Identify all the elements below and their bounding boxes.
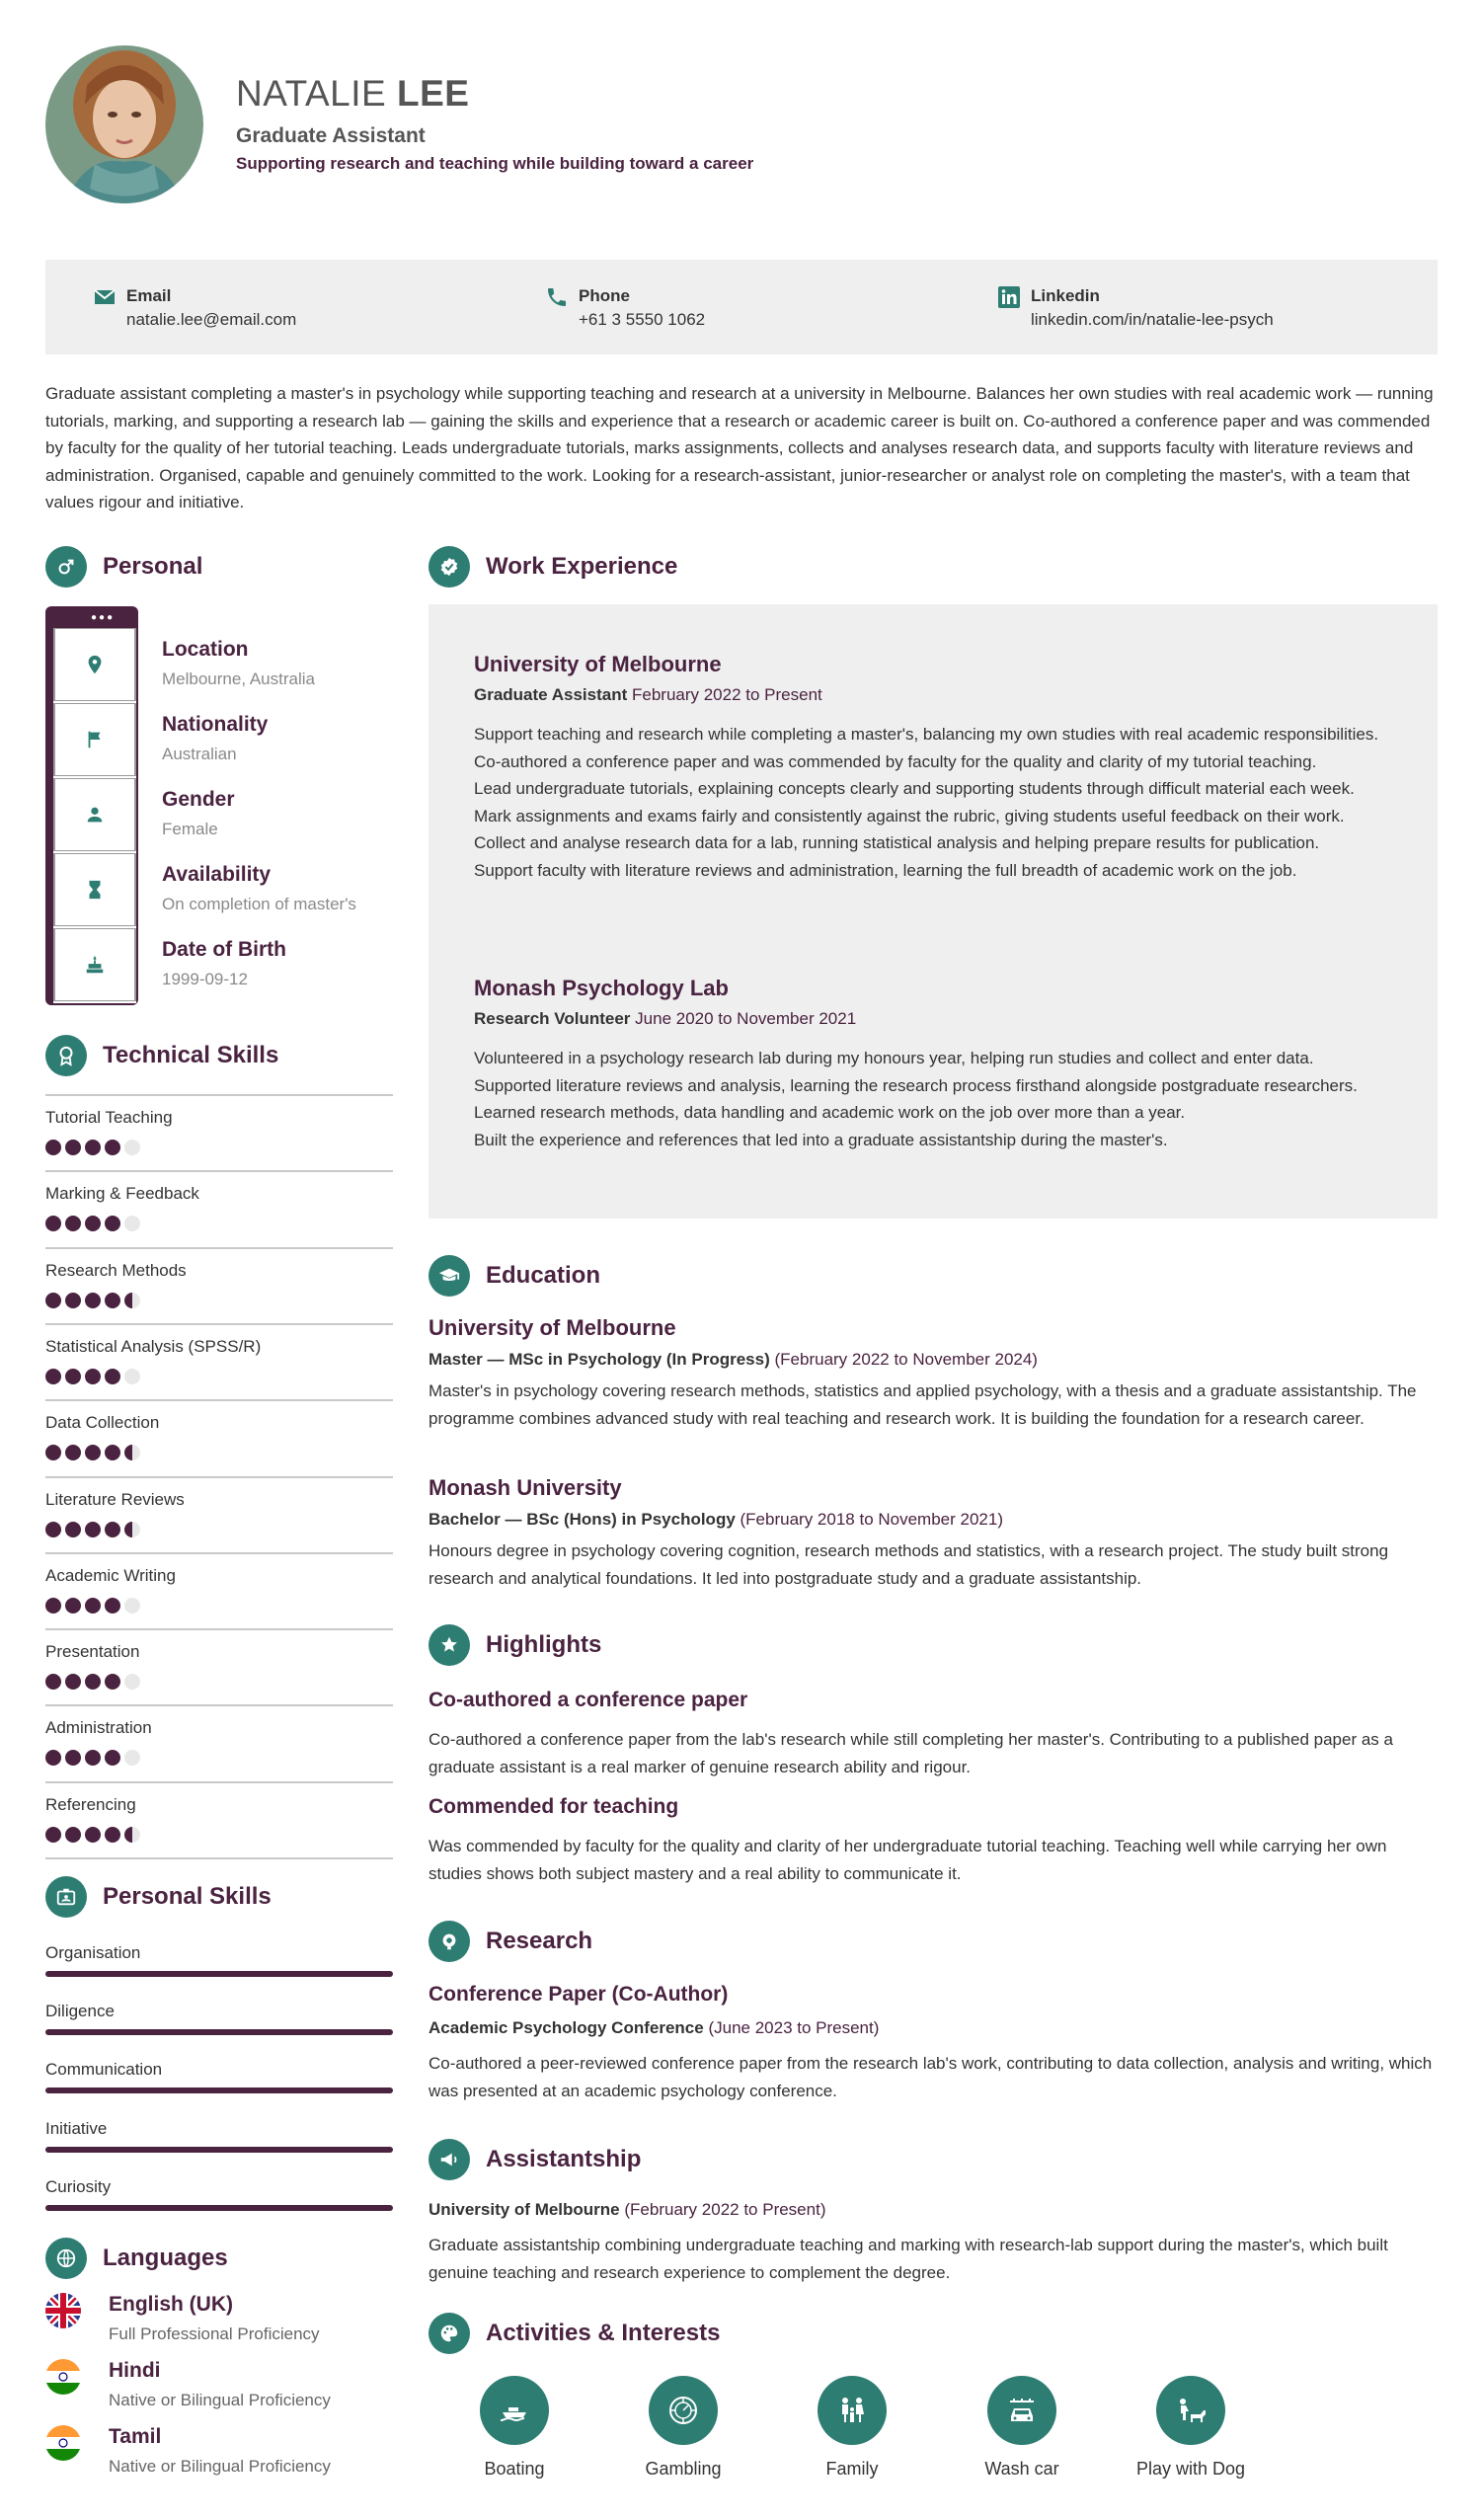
technical-skill xyxy=(45,1094,393,1169)
nationality-value: Australian xyxy=(162,745,237,763)
award-icon xyxy=(45,1035,87,1076)
rating-dot xyxy=(105,1216,120,1231)
email-value[interactable]: natalie.lee@email.com xyxy=(126,310,297,329)
degree-dates: (February 2022 to November 2024) xyxy=(774,1350,1038,1369)
hourglass-icon xyxy=(84,879,106,901)
personal-gender xyxy=(162,788,235,839)
technical-skill-name: Tutorial Teaching xyxy=(45,1108,173,1127)
rating-dot xyxy=(105,1827,120,1843)
research-description: Co-authored a peer-reviewed conference paper from the research lab's work, contributing to data collection, analysis and writing, which was presented at an academic psychology conference. xyxy=(429,2054,1433,2100)
person-icon xyxy=(84,804,106,826)
email-icon xyxy=(93,285,117,309)
rating-dot xyxy=(85,1522,101,1537)
personal-skill-bar xyxy=(45,2147,393,2153)
rating-dot xyxy=(65,1140,81,1155)
interest-item xyxy=(948,2376,1096,2484)
company-name: Monash Psychology Lab xyxy=(474,976,729,1000)
education-entry xyxy=(429,1315,1438,1432)
graduation-cap-icon xyxy=(429,1255,470,1297)
contact-bar xyxy=(45,260,1438,354)
megaphone-icon xyxy=(429,2139,470,2180)
technical-skills-title: Technical Skills xyxy=(103,1042,279,1068)
personal-skill-bar xyxy=(45,2205,393,2211)
rating-dot xyxy=(65,1293,81,1308)
highlight-title: Commended for teaching xyxy=(429,1795,679,1818)
technical-skill-name: Academic Writing xyxy=(45,1565,176,1585)
technical-skill-name: Research Methods xyxy=(45,1260,187,1280)
job-bullet: Learned research methods, data handling and academic work on the job over more than a year. xyxy=(474,1103,1186,1122)
interests-title: Activities & Interests xyxy=(486,2320,721,2346)
family-icon xyxy=(818,2376,887,2445)
lightbulb-head-icon xyxy=(429,1921,470,1962)
rating-dot xyxy=(45,1293,61,1308)
job-bullet: Built the experience and references that led into a graduate assistantship during the master's. xyxy=(474,1130,1168,1149)
technical-skill xyxy=(45,1704,393,1779)
flag-icon xyxy=(84,729,106,750)
nationality-cell xyxy=(53,703,136,776)
birthday-cell xyxy=(53,928,136,1001)
dob-value: 1999-09-12 xyxy=(162,970,248,988)
assistantship-title: Assistantship xyxy=(486,2146,642,2172)
car-wash-icon xyxy=(987,2376,1056,2445)
rating-dot xyxy=(65,1522,81,1537)
star-badge-icon xyxy=(429,1624,470,1666)
rating-dot xyxy=(85,1598,101,1614)
rating-dot xyxy=(45,1369,61,1384)
interest-item xyxy=(440,2376,588,2484)
assistantship-heading xyxy=(429,2139,1021,2180)
rating-dot xyxy=(85,1140,101,1155)
gender-label: Gender xyxy=(162,788,235,811)
rating-dot xyxy=(85,1216,101,1231)
rating-dot xyxy=(45,1445,61,1460)
school-name: University of Melbourne xyxy=(429,1315,676,1340)
education-entry xyxy=(429,1475,1438,1592)
technical-skills-heading xyxy=(45,1035,393,1076)
personal-skill-name: Curiosity xyxy=(45,2177,112,2196)
rating-dot xyxy=(124,1140,140,1155)
work-experience-panel xyxy=(429,604,1438,1219)
personal-skill xyxy=(45,2119,393,2178)
email-label: Email xyxy=(126,286,172,305)
globe-icon xyxy=(45,2238,87,2279)
assistantship-description: Graduate assistantship combining undergraduate teaching and marking with research-lab support during the master's, which built genuine teaching and research experience to complement the degree. xyxy=(429,2236,1388,2282)
job-bullet: Mark assignments and exams fairly and consistently against the rubric, giving students useful feedback on their work. xyxy=(474,806,1345,826)
gender-value: Female xyxy=(162,820,218,838)
language-name: Hindi xyxy=(109,2359,161,2382)
research-org: Academic Psychology Conference xyxy=(429,2018,704,2037)
personal-details-panel xyxy=(45,606,138,1005)
availability-label: Availability xyxy=(162,863,272,886)
technical-skill xyxy=(45,1399,393,1474)
technical-skill xyxy=(45,1781,393,1856)
personal-dob xyxy=(162,938,286,989)
job-title: Graduate Assistant xyxy=(236,124,426,147)
research-heading xyxy=(429,1921,1021,1962)
personal-skill xyxy=(45,2177,393,2237)
contact-email[interactable] xyxy=(93,283,507,333)
assistantship-dates: (February 2022 to Present) xyxy=(624,2200,826,2219)
technical-skill xyxy=(45,1247,393,1322)
personal-skill-name: Organisation xyxy=(45,1943,141,1962)
rating-dot xyxy=(105,1750,120,1766)
first-name: NATALIE xyxy=(236,73,387,114)
location-value: Melbourne, Australia xyxy=(162,669,315,688)
rating-dot xyxy=(124,1522,140,1537)
rating-dot xyxy=(105,1522,120,1537)
language-name: English (UK) xyxy=(109,2293,233,2316)
rating-dot xyxy=(65,1827,81,1843)
rating-dot xyxy=(105,1674,120,1690)
job-bullets xyxy=(474,1045,1402,1153)
skills-divider xyxy=(45,1857,393,1859)
profile-summary: Graduate assistant completing a master's in psychology while supporting teaching and research at a university in Melbourne. Balances her own studies with real academic work — running tutorials, marking, and supporting a research lab — gaining the skills and experience that a research or academic career is built on. Co-authored a conference paper and was commended by faculty for the quality of her tutorial teaching. Leads undergraduate tutorials, marks assignments, collects and analyses research data, and supports faculty with literature reviews and administration. Organised, capable and genuinely committed to the work. Looking for a research-assistant, junior-researcher or analyst role on completing the master's, with a team that values rigour and initiative. xyxy=(45,384,1434,512)
job-bullet: Support teaching and research while completing a master's, balancing my own studies with real academic responsibilities. xyxy=(474,725,1379,744)
technical-skill-name: Referencing xyxy=(45,1794,136,1814)
rating-dot xyxy=(124,1445,140,1460)
job-entry xyxy=(474,976,1402,1153)
personal-skill-name: Communication xyxy=(45,2060,163,2079)
school-name: Monash University xyxy=(429,1475,622,1500)
rating-dot xyxy=(85,1750,101,1766)
rating-dot xyxy=(85,1369,101,1384)
interests-heading xyxy=(429,2313,1021,2354)
assistantship-entry xyxy=(429,2200,1438,2286)
languages-heading xyxy=(45,2238,393,2279)
palette-icon xyxy=(429,2313,470,2354)
research-item-title: Conference Paper (Co-Author) xyxy=(429,1983,729,2006)
interest-label: Wash car xyxy=(984,2459,1059,2479)
technical-skill xyxy=(45,1323,393,1398)
technical-skill-name: Data Collection xyxy=(45,1413,160,1433)
rating-dot xyxy=(45,1216,61,1231)
india-flag-icon xyxy=(45,2425,81,2461)
research-entry xyxy=(429,1983,1438,2104)
language-level: Native or Bilingual Proficiency xyxy=(109,2457,331,2476)
degree-dates: (February 2018 to November 2021) xyxy=(740,1510,1003,1529)
job-bullet: Collect and analyse research data for a lab, running statistical analysis and helping prepare results for publication. xyxy=(474,833,1320,852)
location-cell xyxy=(53,628,136,701)
personal-skills-title: Personal Skills xyxy=(103,1883,272,1910)
rating-dot xyxy=(65,1750,81,1766)
gender-cell xyxy=(53,778,136,851)
profile-photo xyxy=(45,45,203,203)
rating-dot xyxy=(124,1750,140,1766)
technical-skill-name: Administration xyxy=(45,1718,152,1738)
assistantship-org: University of Melbourne xyxy=(429,2200,620,2219)
degree-line xyxy=(429,1510,1438,1530)
highlight-title: Co-authored a conference paper xyxy=(429,1689,748,1711)
phone-label: Phone xyxy=(579,286,630,305)
availability-value: On completion of master's xyxy=(162,895,356,913)
candidate-name xyxy=(236,73,469,115)
language-item xyxy=(45,2425,393,2484)
linkedin-icon xyxy=(997,285,1021,309)
id-badge-icon xyxy=(45,1876,87,1918)
rating-dot xyxy=(105,1445,120,1460)
panel-topbar xyxy=(45,606,138,626)
highlight-description: Was commended by faculty for the quality and clarity of her undergraduate tutorial teaching. Teaching well while carrying her own studies shows both subject mastery and a real ability to communicate it. xyxy=(429,1837,1387,1883)
personal-icons-column xyxy=(53,628,136,1003)
last-name: LEE xyxy=(397,73,470,114)
technical-skill-name: Presentation xyxy=(45,1642,140,1662)
job-role xyxy=(474,1009,1402,1029)
degree-description: Master's in psychology covering research methods, statistics and applied psychology, with a thesis and a graduate assistantship. The programme combines advanced study with real teaching and research work. It is building the foundation for a research career. xyxy=(429,1381,1417,1428)
highlights-title: Highlights xyxy=(486,1631,602,1658)
contact-linkedin[interactable] xyxy=(997,283,1412,333)
degree-description: Honours degree in psychology covering cognition, research methods and statistics, with a research project. The study built strong research and analytical foundations. It led into postgraduate study and a graduate assistantship. xyxy=(429,1541,1389,1588)
rating-dot xyxy=(124,1827,140,1843)
cake-icon xyxy=(84,954,106,976)
rating-dot xyxy=(85,1827,101,1843)
research-org-line xyxy=(429,2018,1438,2038)
phone-value[interactable]: +61 3 5550 1062 xyxy=(579,310,706,329)
rating-dot xyxy=(124,1598,140,1614)
rating-dot xyxy=(65,1445,81,1460)
availability-cell xyxy=(53,853,136,926)
technical-skill-name: Statistical Analysis (SPSS/R) xyxy=(45,1336,262,1356)
education-title: Education xyxy=(486,1262,601,1289)
personal-skill xyxy=(45,2002,393,2061)
location-pin-icon xyxy=(84,654,106,675)
personal-heading xyxy=(45,546,393,588)
highlight-item xyxy=(429,1689,1438,1780)
role-title: Graduate Assistant xyxy=(474,685,628,704)
gender-icon xyxy=(45,546,87,588)
rating-dot xyxy=(124,1293,140,1308)
language-level: Native or Bilingual Proficiency xyxy=(109,2391,331,2409)
rating-dot xyxy=(45,1674,61,1690)
job-bullet: Supported literature reviews and analysis, learning the research process firsthand alongside postgraduate researchers. xyxy=(474,1075,1358,1095)
rating-dot xyxy=(65,1369,81,1384)
technical-skill-name: Literature Reviews xyxy=(45,1489,185,1509)
technical-skill xyxy=(45,1170,393,1245)
role-title: Research Volunteer xyxy=(474,1009,631,1028)
interest-label: Gambling xyxy=(645,2459,722,2479)
personal-skill xyxy=(45,1943,393,2003)
personal-availability xyxy=(162,863,356,914)
technical-skill-name: Marking & Feedback xyxy=(45,1184,199,1204)
interest-label: Family xyxy=(825,2459,879,2479)
uk-flag-icon xyxy=(45,2293,81,2328)
degree-name: Master — MSc in Psychology (In Progress) xyxy=(429,1350,770,1369)
personal-skill-bar xyxy=(45,1971,393,1977)
personal-nationality xyxy=(162,713,268,764)
rating-dot xyxy=(105,1369,120,1384)
degree-line xyxy=(429,1350,1438,1370)
rating-dot xyxy=(105,1598,120,1614)
languages-title: Languages xyxy=(103,2244,228,2271)
job-bullet: Co-authored a conference paper and was commended by faculty for the quality and clarity of my tutorial teaching. xyxy=(474,751,1317,771)
work-heading xyxy=(429,546,1021,588)
role-dates: February 2022 to Present xyxy=(631,685,822,704)
boat-icon xyxy=(480,2376,549,2445)
rating-dot xyxy=(45,1750,61,1766)
job-bullet: Support faculty with literature reviews and administration, learning the full breadth of academic work on the job. xyxy=(474,860,1297,880)
linkedin-value[interactable]: linkedin.com/in/natalie-lee-psych xyxy=(1031,310,1274,329)
language-level: Full Professional Proficiency xyxy=(109,2324,320,2343)
job-entry xyxy=(474,652,1402,884)
personal-skill-bar xyxy=(45,2029,393,2035)
personal-location xyxy=(162,638,315,689)
job-role xyxy=(474,685,1402,705)
interest-item xyxy=(1117,2376,1265,2484)
rating-dot xyxy=(45,1827,61,1843)
dob-label: Date of Birth xyxy=(162,938,286,961)
rating-dot xyxy=(85,1293,101,1308)
rating-dot xyxy=(85,1445,101,1460)
location-label: Location xyxy=(162,638,249,661)
rating-dot xyxy=(45,1522,61,1537)
rating-dot xyxy=(65,1674,81,1690)
education-heading xyxy=(429,1255,1021,1297)
rating-dot xyxy=(85,1674,101,1690)
assistantship-org-line xyxy=(429,2200,1438,2220)
rating-dot xyxy=(45,1598,61,1614)
personal-skills-heading xyxy=(45,1876,393,1918)
research-title: Research xyxy=(486,1928,593,1954)
roulette-icon xyxy=(649,2376,718,2445)
personal-skill-name: Initiative xyxy=(45,2119,108,2138)
rating-dot xyxy=(124,1369,140,1384)
company-name: University of Melbourne xyxy=(474,652,722,676)
highlight-item xyxy=(429,1795,1438,1887)
rating-dot xyxy=(105,1293,120,1308)
language-name: Tamil xyxy=(109,2425,162,2448)
india-flag-icon xyxy=(45,2359,81,2395)
menu-dots-icon: ●●● xyxy=(91,612,116,623)
resume-header xyxy=(45,45,1438,203)
highlights-heading xyxy=(429,1624,1021,1666)
technical-skill xyxy=(45,1476,393,1551)
technical-skill xyxy=(45,1552,393,1627)
nationality-label: Nationality xyxy=(162,713,269,736)
rating-dot xyxy=(45,1140,61,1155)
phone-icon xyxy=(545,285,569,309)
personal-skill-name: Diligence xyxy=(45,2002,115,2020)
role-dates: June 2020 to November 2021 xyxy=(635,1009,857,1028)
rating-dot xyxy=(124,1674,140,1690)
contact-phone[interactable] xyxy=(545,283,960,333)
personal-skill xyxy=(45,2060,393,2119)
rating-dot xyxy=(124,1216,140,1231)
rating-dot xyxy=(65,1216,81,1231)
personal-title: Personal xyxy=(103,553,203,580)
linkedin-label: Linkedin xyxy=(1031,286,1100,305)
rating-dot xyxy=(105,1140,120,1155)
dog-icon xyxy=(1156,2376,1225,2445)
job-bullet: Lead undergraduate tutorials, explaining concepts clearly and supporting students through difficult material each week. xyxy=(474,779,1355,798)
job-bullets xyxy=(474,721,1402,884)
interest-label: Play with Dog xyxy=(1135,2459,1246,2479)
degree-name: Bachelor — BSc (Hons) in Psychology xyxy=(429,1510,736,1529)
language-item xyxy=(45,2293,393,2352)
personal-skill-bar xyxy=(45,2087,393,2093)
verified-badge-icon xyxy=(429,546,470,588)
research-dates: (June 2023 to Present) xyxy=(708,2018,880,2037)
language-item xyxy=(45,2359,393,2418)
work-title: Work Experience xyxy=(486,553,678,580)
tagline: Supporting research and teaching while building toward a career xyxy=(236,154,754,173)
job-bullet: Volunteered in a psychology research lab during my honours year, helping run studies and collect and enter data. xyxy=(474,1049,1314,1067)
interest-item xyxy=(609,2376,757,2484)
highlight-description: Co-authored a conference paper from the lab's research while still completing her master's. Contributing to a published paper as a graduate assistant is a real marker of genuine research ability and rigour. xyxy=(429,1730,1393,1776)
interest-item xyxy=(778,2376,926,2484)
technical-skill xyxy=(45,1628,393,1703)
interest-label: Boating xyxy=(484,2459,545,2479)
rating-dot xyxy=(65,1598,81,1614)
